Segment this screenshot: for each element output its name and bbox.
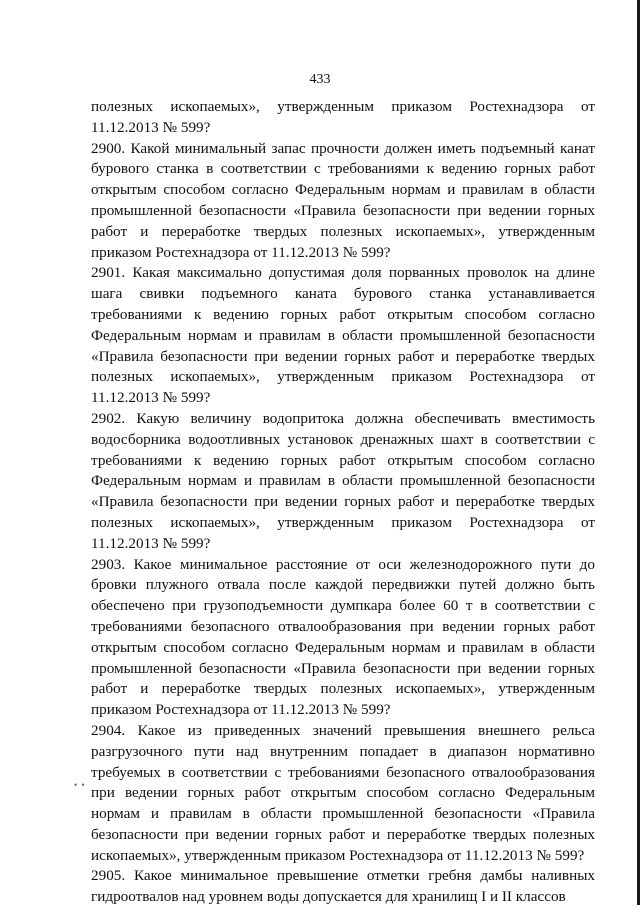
scan-margin-mark: • •	[74, 780, 86, 790]
question-2901: 2901. Какая максимально допустимая доля порванных проволок на длине шага свивки подъемного каната бурового станка устанавливается требованиями к ведению горных работ открытым способом согласно Федеральным нормам и правилам в области промышленной безопасности «Правила безопасности при ведении горных работ и переработке твердых полезных ископаемых», утвержденным приказом Ростехнадзора от 11.12.2013 № 599?	[91, 264, 595, 407]
question-2905: 2905. Какое минимальное превышение отметки гребня дамбы наливных гидроотвалов над уровнем воды допускается для хранилищ I и II классов	[91, 867, 595, 906]
question-2904: 2904. Какое из приведенных значений превышения внешнего рельса разгрузочного пути над внутренним попадает в диапазон нормативно требуемых в соответствии с требованиями безопасного отвалообразования при ведении горных работ открытым способом согласно Федеральным нормам и правилам в области промышленной безопасности «Правила безопасности при ведении горных работ и переработке твердых полезных ископаемых», утвержденным приказом Ростехнадзора от 11.12.2013 № 599?	[91, 721, 595, 864]
document-body	[91, 97, 595, 908]
question-2900: 2900. Какой минимальный запас прочности должен иметь подъемный канат бурового станка в соответствии с требованиями к ведению горных работ открытым способом согласно Федеральным нормам и правилам в области промышленной безопасности «Правила безопасности при ведении горных работ и переработке твердых полезных ископаемых», утвержденным приказом Ростехнадзора от 11.12.2013 № 599?	[91, 139, 595, 261]
question-2902: 2902. Какую величину водопритока должна обеспечивать вместимость водосборника водоотливных установок дренажных шахт в соответствии с требованиями к ведению горных работ открытым способом согласно Федеральным нормам и правилам в области промышленной безопасности «Правила безопасности при ведении горных работ и переработке твердых полезных ископаемых», утвержденным приказом Ростехнадзора от 11.12.2013 № 599?	[91, 409, 595, 552]
page-number: 433	[309, 72, 331, 87]
question-2903: 2903. Какое минимальное расстояние от оси железнодорожного пути до бровки плужного отвала после каждой передвижки путей должно быть обеспечено при грузоподъемности думпкара более 60 т в соответствии с требованиями безопасного отвалообразования при ведении горных работ открытым способом согласно Федеральным нормам и правилам в области промышленной безопасности «Правила безопасности при ведении горных работ и переработке твердых полезных ископаемых», утвержденным приказом Ростехнадзора от 11.12.2013 № 599?	[91, 555, 595, 719]
continuation-paragraph: полезных ископаемых», утвержденным приказом Ростехнадзора от 11.12.2013 № 599?	[91, 98, 595, 136]
